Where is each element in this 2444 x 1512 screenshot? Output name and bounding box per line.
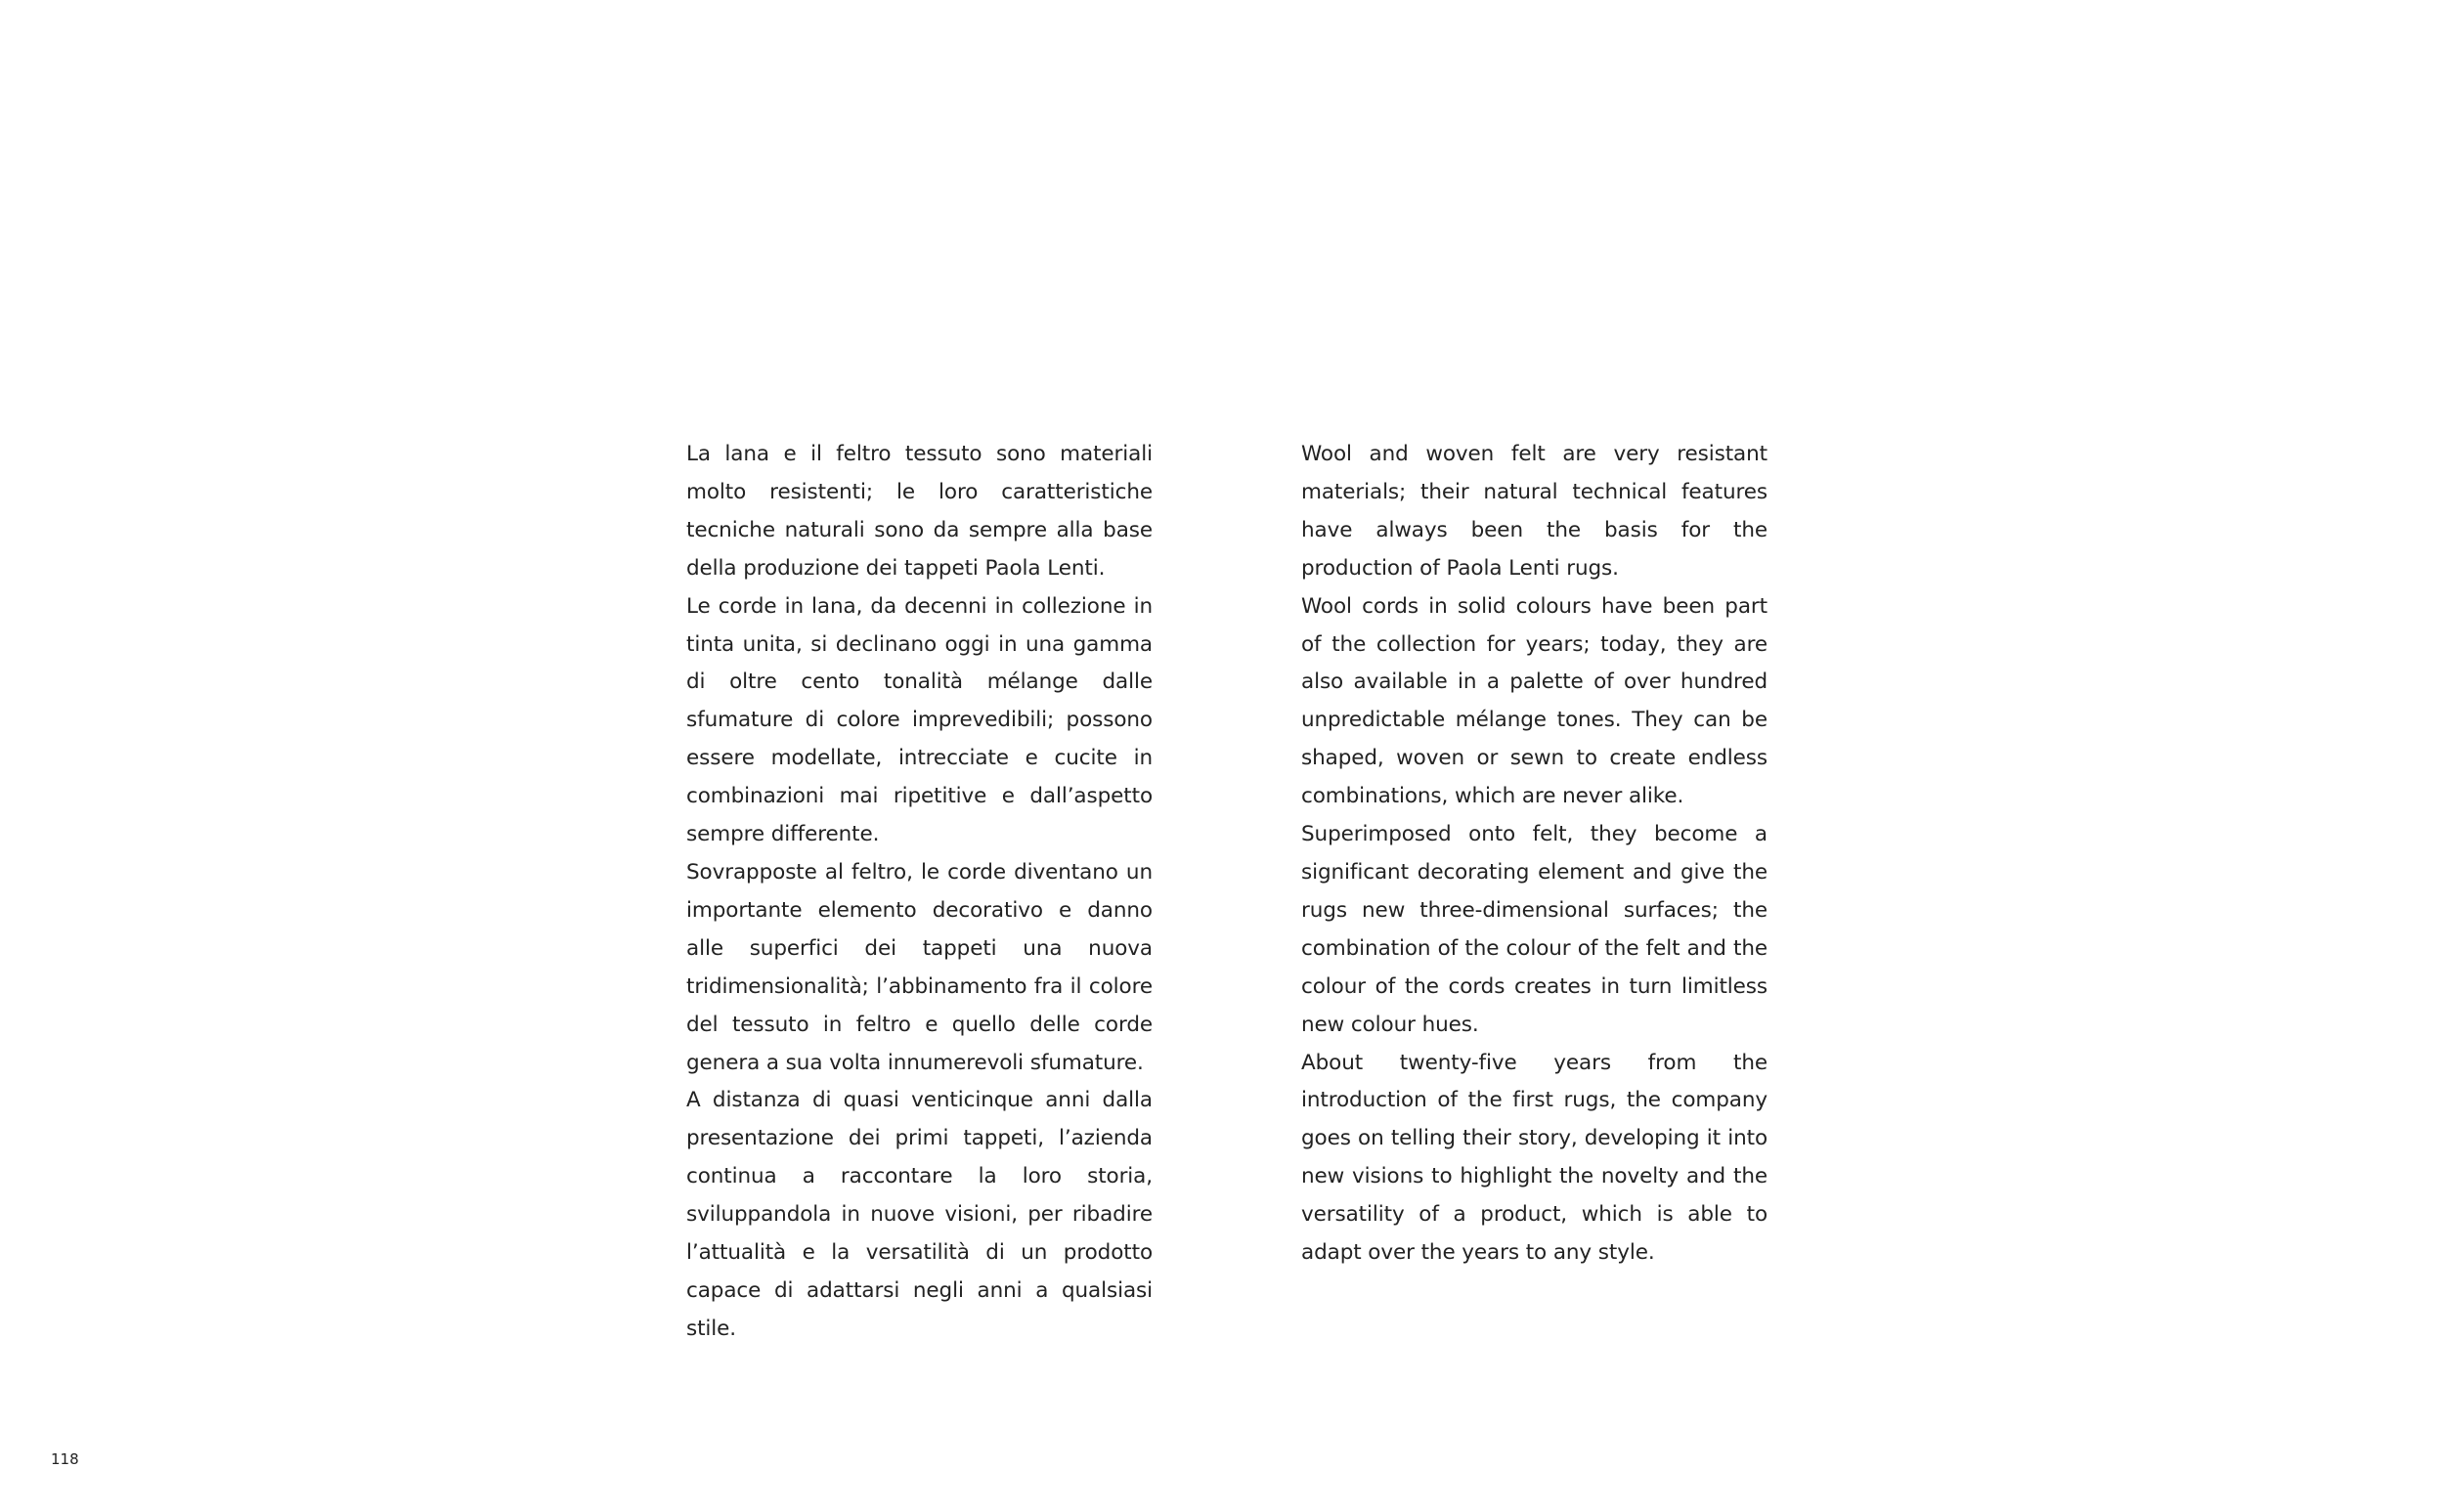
italian-paragraph-3: Sovrapposte al feltro, le corde diventano un importante elemento decorativo e danno alle superfici dei tappeti una nuova tridimensionalità; l’abbinamento fra il colore del tessuto in feltro e quello delle corde genera a sua volta innumerevoli sfumature. <box>686 859 1153 1075</box>
english-paragraph-2: Wool cords in solid colours have been part of the collection for years; today, they are also available in a palette of over hundred unpredictable mélange tones. They can be shaped, woven or sewn to create endless combinations, which are never alike. <box>1301 593 1768 809</box>
italian-text-column <box>686 436 1153 1349</box>
italian-paragraph-4: A distanza di quasi venticinque anni dalla presentazione dei primi tappeti, l’azienda continua a raccontare la loro storia, sviluppandola in nuove visioni, per ribadire l’attualità e la versatilità di un prodotto capace di adattarsi negli anni a qualsiasi stile. <box>686 1088 1153 1341</box>
english-paragraph-3: Superimposed onto felt, they become a significant decorating element and give the rugs new three-dimensional surfaces; the combination of the colour of the felt and the colour of the cords creates in turn limitless new colour hues. <box>1301 822 1768 1037</box>
english-paragraph-4: About twenty-five years from the introduction of the first rugs, the company goes on telling their story, developing it into new visions to highlight the novelty and the versatility of a product, which is able to adapt over the years to any style. <box>1301 1050 1768 1266</box>
english-text-column <box>1301 436 1768 1273</box>
italian-paragraph-2: Le corde in lana, da decenni in collezione in tinta unita, si declinano oggi in una gamma di oltre cento tonalità mélange dalle sfumature di colore imprevedibili; possono essere modellate, intrecciate e cucite in combinazioni mai ripetitive e dall’aspetto sempre differente. <box>686 593 1153 847</box>
italian-paragraph-1: La lana e il feltro tessuto sono materiali molto resistenti; le loro caratteristiche tecniche naturali sono da sempre alla base della produzione dei tappeti Paola Lenti. <box>686 442 1153 581</box>
page-number: 118 <box>51 1450 79 1468</box>
english-paragraph-1: Wool and woven felt are very resistant materials; their natural technical features have always been the basis for the production of Paola Lenti rugs. <box>1301 442 1768 581</box>
